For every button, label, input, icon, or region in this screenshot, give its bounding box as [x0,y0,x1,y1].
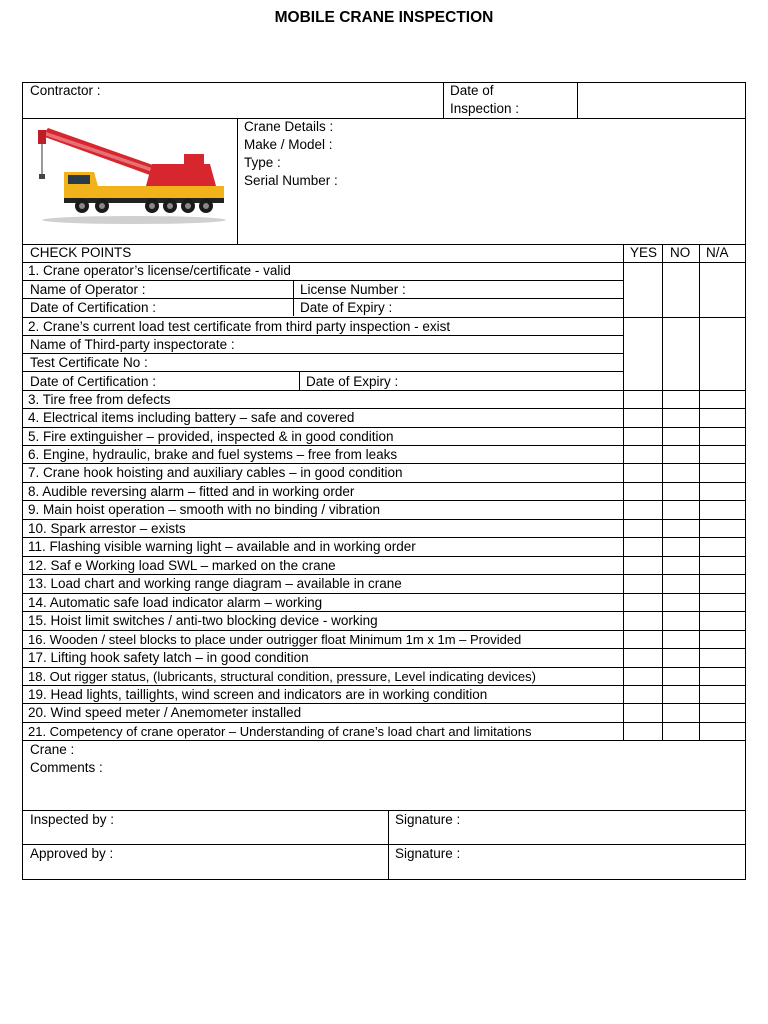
inspection-label: Inspection : [450,101,520,116]
check-item: 19. Head lights, taillights, wind screen and indicators are in working condition [28,687,488,702]
check-item: 21. Competency of crane operator – Understanding of crane’s load chart and limitations [28,724,532,739]
inspected-by-label: Inspected by : [30,812,115,827]
na-header: N/A [706,245,729,260]
comments-label: Comments : [30,760,103,775]
check-item: 16. Wooden / steel blocks to place under outrigger float Minimum 1m x 1m – Provided [28,632,522,647]
check-item: 11. Flashing visible warning light – available and in working order [28,539,416,554]
date-of-label: Date of [450,83,494,98]
check-item: 20. Wind speed meter / Anemometer installed [28,705,302,720]
outer-border-left [22,82,23,880]
check-item: 18. Out rigger status, (lubricants, structural condition, pressure, Level indicating devices) [28,669,536,684]
check-item: 7. Crane hook hoisting and auxiliary cables – in good condition [28,465,403,480]
divider [388,810,389,880]
check-item: 13. Load chart and working range diagram – available in crane [28,576,402,591]
check-item: 10. Spark arrestor – exists [28,521,186,536]
page-title: MOBILE CRANE INSPECTION [274,9,494,26]
check-item: 2. Crane’s current load test certificate from third party inspection - exist [28,319,451,334]
license-number-label: License Number : [300,282,406,297]
check-item: 1. Crane operator’s license/certificate - valid [28,263,291,278]
divider [22,118,746,119]
divider [299,371,300,390]
check-item: 3. Tire free from defects [28,392,171,407]
check-item: 17. Lifting hook safety latch – in good condition [28,650,309,665]
check-item: 6. Engine, hydraulic, brake and fuel systems – free from leaks [28,447,398,462]
check-item: 12. Saf e Working load SWL – marked on the crane [28,558,336,573]
third-party-inspectorate-label: Name of Third-party inspectorate : [30,337,235,352]
crane-comment-label: Crane : [30,742,75,757]
no-header: NO [670,245,691,260]
make-model-label: Make / Model : [244,137,333,152]
contractor-label: Contractor : [30,83,101,98]
divider [22,810,746,811]
name-of-operator-label: Name of Operator : [30,282,146,297]
type-label: Type : [244,155,281,170]
yes-header: YES [630,245,658,260]
test-certificate-label: Test Certificate No : [30,355,148,370]
outer-border-top [22,82,746,83]
signature-label: Signature : [395,812,461,827]
divider [443,82,444,118]
divider [662,244,663,740]
divider [577,82,578,118]
check-points-header: CHECK POINTS [30,245,132,260]
outer-border-right [745,82,746,880]
divider [22,844,746,845]
check-item: 8. Audible reversing alarm – fitted and in working order [28,484,355,499]
date-of-certification-label: Date of Certification : [30,374,157,389]
date-of-certification-label: Date of Certification : [30,300,157,315]
divider [623,244,624,740]
crane-photo [34,124,230,226]
approved-by-label: Approved by : [30,846,114,861]
signature-label: Signature : [395,846,461,861]
divider [293,280,294,316]
check-item: 9. Main hoist operation – smooth with no binding / vibration [28,502,380,517]
check-item: 15. Hoist limit switches / anti-two blocking device - working [28,613,378,628]
check-item: 5. Fire extinguisher – provided, inspected & in good condition [28,429,394,444]
divider [699,244,700,740]
divider [237,118,238,244]
outer-border-bottom [22,879,746,880]
date-of-expiry-label: Date of Expiry : [300,300,393,315]
check-item: 4. Electrical items including battery – safe and covered [28,410,355,425]
date-of-expiry-label: Date of Expiry : [306,374,399,389]
crane-details-label: Crane Details : [244,119,334,134]
check-item: 14. Automatic safe load indicator alarm – working [28,595,323,610]
serial-number-label: Serial Number : [244,173,338,188]
